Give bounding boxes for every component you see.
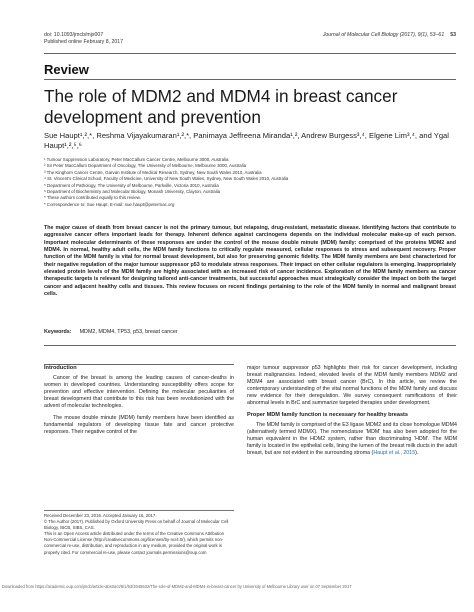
- body-paragraph: [247, 422, 457, 457]
- section-divider: [44, 79, 456, 80]
- author-list: Sue Haupt¹,²,*, Reshma Vijayakumaran¹,²,*, Panimaya Jeffreena Miranda¹,², Andrew Burgess³,⁴, Elgene Lim³,⁴, and Ygal Haupt¹,²,⁵,⁶: [44, 131, 449, 151]
- introduction-heading: Introduction: [44, 365, 77, 371]
- license-notice[interactable]: This is an Open Access article distributed under the terms of the Creative Commons Attribution Non-Commercial License (http://creativecommons.org/licenses/by-nc/4.0/), which permits non-commercial re-use, distribution, and reproduction in any medium, provided the original work is properly cited. For commercial re-use, please contact journals.permissions@oup.com: [44, 531, 225, 555]
- left-column: [44, 365, 234, 436]
- header-meta: [44, 32, 123, 46]
- citation-link[interactable]: Haupt et al., 2015: [373, 450, 416, 457]
- mdm-function-heading: Proper MDM family function is necessary for healthy breasts: [247, 411, 409, 418]
- affiliation-item: ⁴ St. Vincent's Clinical School, Faculty of Medicine, University of New South Wales, Sydney, New South Wales 2010, Australia: [44, 176, 289, 182]
- affiliation-item: ³ The Kinghorn Cancer Centre, Garvan Institute of Medical Research, Sydney, New South Wales 2010, Australia: [44, 169, 262, 175]
- affiliation-item: ¹ Tumour Suppression Laboratory, Peter MacCallum Cancer Centre, Melbourne 3000, Australia: [44, 157, 229, 162]
- intro-heading-rule: [44, 364, 234, 365]
- body-text-end: ).: [415, 450, 419, 457]
- body-paragraph: major tumour suppressor p53 highlights their risk for cancer development, including breast malignancies. Indeed, elevated levels of the MDM family members MDM2 and MDM4 are associated with breast cancer (BrC). In this article, we review the contemporary understanding of the vital normal functions of the MDM family and discuss new evidence for their deregulation. We survey consequent ramifications of their abnormal levels in BrC and summarize targeted therapies under development.: [247, 365, 457, 407]
- keywords-label: Keywords:: [44, 329, 72, 335]
- article-footnote: [44, 510, 234, 556]
- journal-header: [323, 32, 456, 38]
- header-divider: [44, 53, 456, 54]
- keywords-text: MDM2, MDM4, TP53, p53, breast cancer: [79, 329, 178, 335]
- affiliation-note: * These authors contributed equally to this review.: [44, 195, 141, 201]
- body-text: The MDM family is comprised of the E3 ligase MDM2 and its close homologue MDM4 (alternatively termed MDMX). The nomenclature 'MDM' has also been adopted for the human equivalent in the HDM2 system, rather than discriminating 'HDM'. The MDM family is located in the epithelial cells, lining the lumen of the breast milk ducts in the adult breast, but are not evident in the surrounding stroma (: [247, 421, 457, 457]
- copyright-notice: © The Author (2017). Published by Oxford University Press on behalf of Journal of Molecular Cell Biology, IBCB, SIBS, CAS.: [44, 519, 229, 531]
- section-label: Review: [44, 62, 89, 77]
- journal-citation: Journal of Molecular Cell Biology (2017), 9(1), 53–61: [322, 32, 445, 38]
- page-number: 53: [450, 32, 456, 38]
- keywords: [44, 329, 178, 335]
- abstract: The major cause of death from breast cancer is not the primary tumour, but relapsing, drug-resistant, metastatic disease. Identifying factors that contribute to aggressive cancer offers important leads for therapy. Inherent defence against carcinogens depends on the individual molecular make-up of each person. Important molecular determinants of these responses are under the control of the mouse double minute (MDM) family: comprised of the proteins MDM2 and MDM4. In normal, healthy adult cells, the MDM family functions to critically regulate measured, cellular responses to stress and subsequent recovery. Proper function of the MDM family is vital for normal breast development, but also for preserving genomic fidelity. The MDM family members are best characterized for their negative regulation of the major tumour suppressor p53 to modulate stress responses. Their impact on other cellular regulators is emerging. Inappropriately elevated protein levels of the MDM family are highly associated with an increased risk of cancer incidence. Exploration of the MDM family members as cancer therapeutic targets is relevant for designing tailored anti-cancer treatments, but successful approaches must strategically consider the impact on both the target cancer and adjacent healthy cells and tissues. This review focuses on recent findings pertaining to the role of the MDM family in normal and malignant breast cells.: [44, 225, 456, 298]
- published-date: Published online February 8, 2017: [44, 39, 124, 45]
- download-notice[interactable]: Downloaded from https://academic.oup.com/jmcb/article-abstract/9/1/53/3045532/The-role-of-MDM2-and-MDM4-in-breast-cancer by University of Melbourne Library user on 07 September 2017: [2, 584, 352, 589]
- affiliation-item: ² Sir Peter MacCallum Department of Oncology, The University of Melbourne, Melbourne 3000, Australia: [44, 163, 247, 169]
- received-date: Received December 23, 2016. Accepted January 16, 2017.: [44, 513, 157, 518]
- intro-paragraph: Cancer of the breast is among the leading causes of cancer-deaths in women in developed countries. Understanding susceptibility offers scope for prevention and effective intervention. Defining the molecular peculiarities of breast development that contribute to this risk has been revolutionized with the advent of molecular technologies.: [44, 375, 234, 410]
- intro-paragraph: The mouse double minute (MDM) family members have been identified as fundamental regulators of developing tissue fate and cancer protective responses. Their negative control of the: [44, 414, 234, 435]
- abstract-divider: [44, 345, 456, 346]
- affiliation-item: ⁵ Department of Pathology, The University of Melbourne, Parkville, Victoria 3010, Australia: [44, 182, 219, 188]
- article-title: The role of MDM2 and MDM4 in breast cancer development and prevention: [44, 86, 398, 127]
- correspondence-note[interactable]: * Correspondence to: Sue Haupt, E-mail: sue.haupt@petermac.org: [44, 201, 175, 207]
- affiliations: [44, 157, 459, 208]
- right-column: [247, 365, 457, 457]
- affiliation-item: ⁶ Department of Biochemistry and Molecular Biology, Monash University, Clayton, Australia: [44, 189, 221, 195]
- doi-text[interactable]: doi: 10.1093/jmcb/mjx007: [44, 32, 104, 38]
